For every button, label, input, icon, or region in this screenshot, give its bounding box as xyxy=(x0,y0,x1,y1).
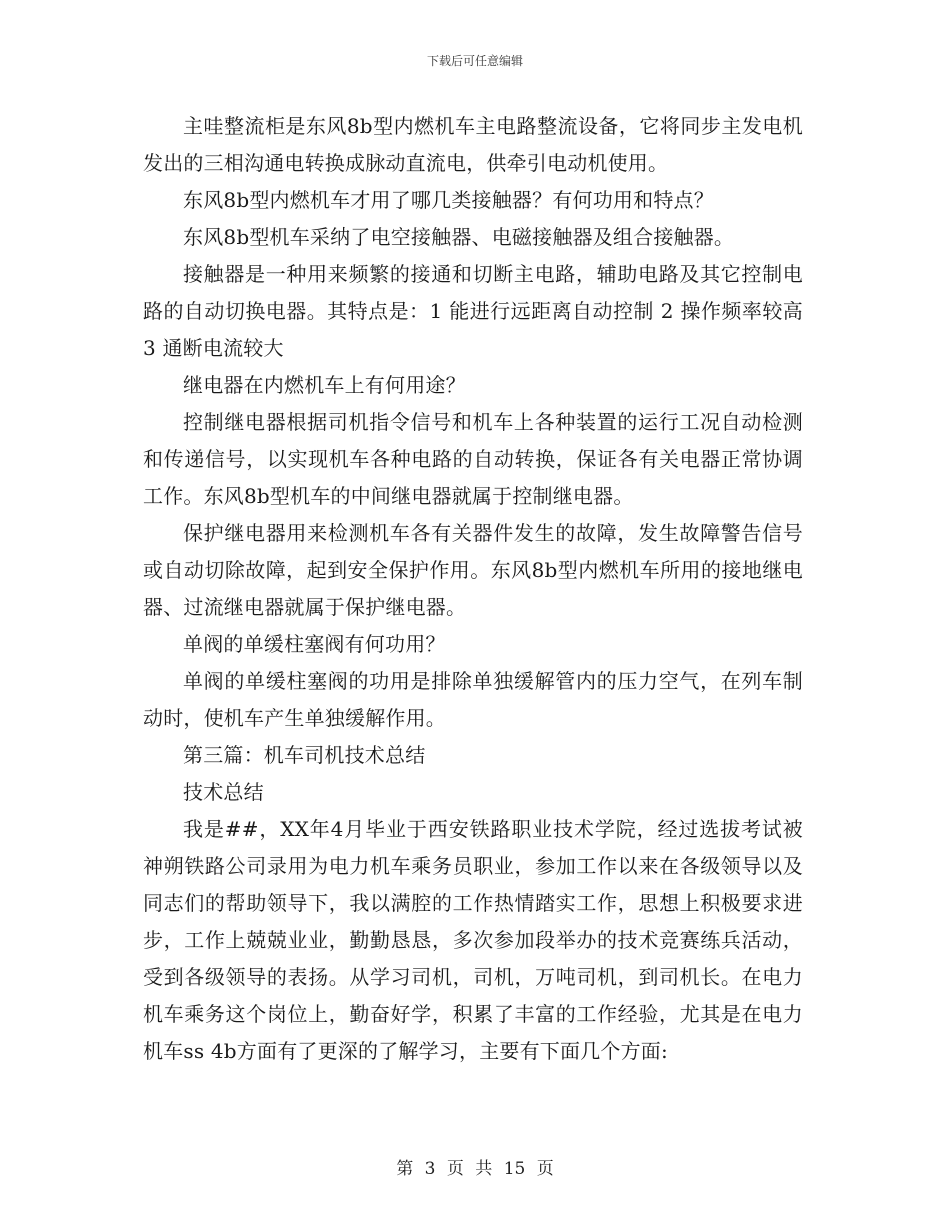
paragraph: 接触器是一种用来频繁的接通和切断主电路，辅助电路及其它控制电路的自动切换电器。其特点是：1 能进行远距离自动控制 2 操作频率较高 3 通断电流较大 xyxy=(143,262,803,360)
page-number-footer: 第 3 页 共 15 页 xyxy=(396,1159,554,1179)
paragraph: 保护继电器用来检测机车各有关器件发生的故障，发生故障警告信号或自动切除故障，起到安全保护作用。东风8b型内燃机车所用的接地继电器、过流继电器就属于保护继电器。 xyxy=(143,521,803,619)
paragraph: 东风8b型内燃机车才用了哪几类接触器？有何功用和特点？ xyxy=(183,188,714,212)
page-header: 下载后可任意编辑 xyxy=(426,54,523,68)
section-heading: 第三篇：机车司机技术总结 xyxy=(183,743,426,767)
paragraph: 我是##，XX年4月毕业于西安铁路职业技术学院，经过选拔考试被神朔铁路公司录用为电力机车乘务员职业，参加工作以来在各级领导以及同志们的帮助领导下，我以满腔的工作热情踏实工作，思想上积极要求进步，工作上兢兢业业，勤勤恳恳，多次参加段举办的技术竞赛练兵活动，受到各级领导的表扬。从学习司机，司机，万吨司机，到司机长。在电力机车乘务这个岗位上，勤奋好学，积累了丰富的工作经验，尤其是在电力机车ss 4b方面有了更深的了解学习，主要有下面几个方面: xyxy=(143,817,803,1063)
document-body xyxy=(143,108,803,1070)
subsection-heading: 技术总结 xyxy=(183,780,264,804)
paragraph: 继电器在内燃机车上有何用途？ xyxy=(183,373,466,397)
paragraph: 东风8b型机车采纳了电空接触器、电磁接触器及组合接触器。 xyxy=(183,225,735,249)
paragraph: 控制继电器根据司机指令信号和机车上各种装置的运行工况自动检测和传递信号，以实现机车各种电路的自动转换，保证各有关电器正常协调工作。东风8b型机车的中间继电器就属于控制继电器。 xyxy=(143,410,803,508)
paragraph: 单阀的单缓柱塞阀有何功用？ xyxy=(183,632,446,656)
paragraph: 主哇整流柜是东风8b型内燃机车主电路整流设备，它将同步主发电机发出的三相沟通电转换成脉动直流电，供牵引电动机使用。 xyxy=(143,114,803,175)
paragraph: 单阀的单缓柱塞阀的功用是排除单独缓解管内的压力空气，在列车制动时，使机车产生单独缓解作用。 xyxy=(143,669,803,730)
